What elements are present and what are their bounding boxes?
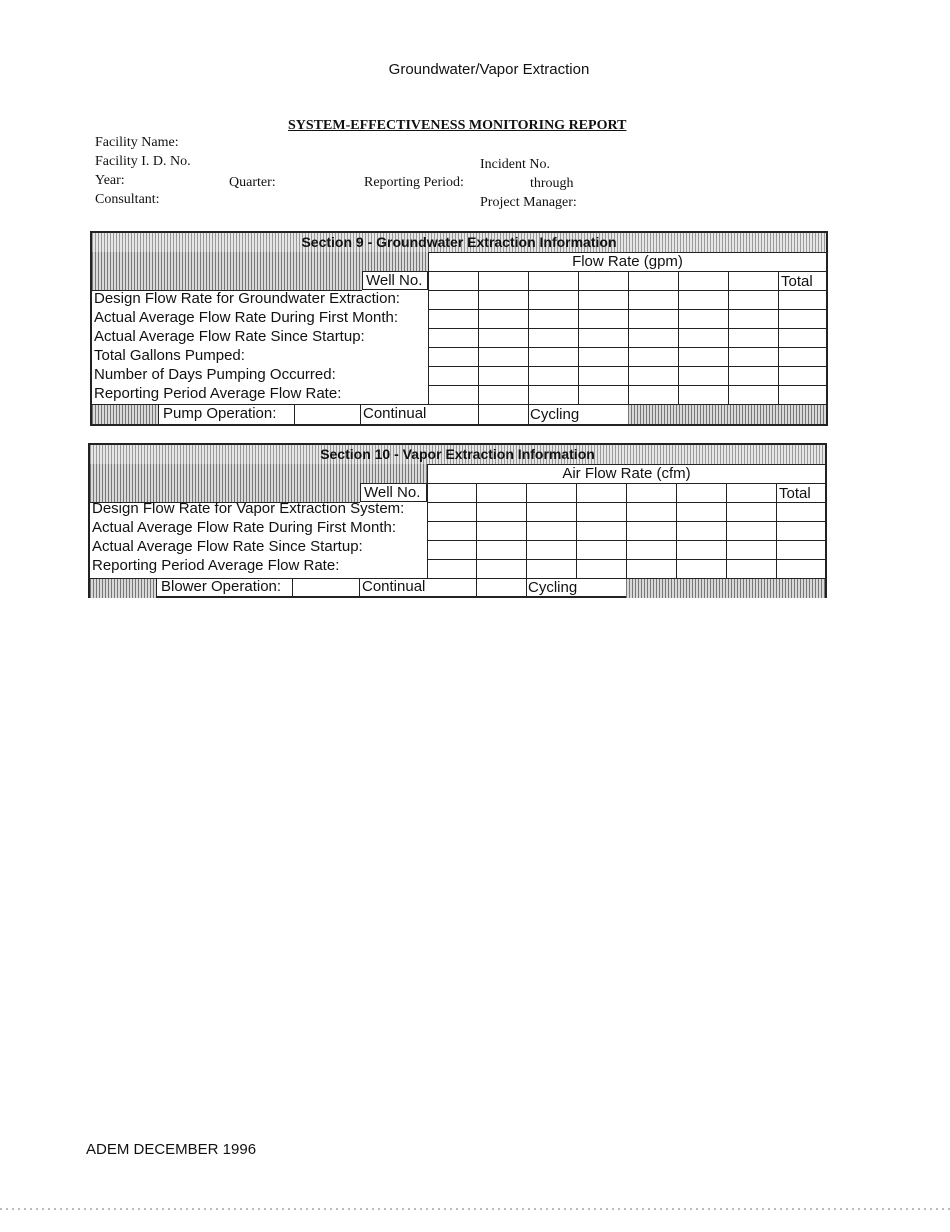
section-10-table [88, 443, 827, 598]
section-9-row-label: Actual Average Flow Rate Since Startup: [94, 328, 365, 345]
facility-name-label: Facility Name: [95, 135, 179, 150]
footer-text: ADEM DECEMBER 1996 [86, 1141, 257, 1158]
blower-cycling-label: Cycling [528, 579, 578, 596]
section-9-header [92, 233, 826, 253]
section-9-table [90, 231, 828, 426]
scan-edge [0, 1208, 950, 1210]
section-10-op-hatch-right [626, 579, 825, 598]
section-9-row-label: Total Gallons Pumped: [94, 347, 245, 364]
section-9-flow-header [428, 252, 826, 272]
section-10-flow-header [427, 464, 825, 484]
pump-continual-label: Continual [363, 405, 427, 422]
pump-cycling-label: Cycling [530, 406, 580, 423]
section-9-hatch-top [362, 252, 428, 271]
section-10-op-hatch-left [90, 579, 156, 598]
page-title: Groundwater/Vapor Extraction [388, 61, 590, 78]
section-10-well-no: Well No. [364, 484, 421, 501]
section-10-hatch-left [90, 464, 360, 503]
section-10-row-label: Reporting Period Average Flow Rate: [92, 557, 340, 574]
section-9-op-hatch-right [628, 405, 826, 424]
section-9-row-label: Number of Days Pumping Occurred: [94, 366, 336, 383]
section-9-op-hatch-left [92, 405, 158, 424]
section-10-row-label: Actual Average Flow Rate During First Month: [92, 519, 397, 536]
section-10-total: Total [779, 485, 811, 502]
quarter-label: Quarter: [229, 175, 276, 190]
section-9-row-label: Design Flow Rate for Groundwater Extraction: [94, 290, 400, 307]
pump-operation-label: Pump Operation: [163, 405, 277, 422]
section-9-well-no: Well No. [366, 272, 423, 289]
blower-continual-checkbox[interactable] [476, 579, 526, 598]
through-label: through [530, 176, 574, 191]
section-10-flow-header-label: Air Flow Rate (cfm) [562, 465, 691, 482]
section-10-header [90, 445, 825, 465]
blower-operation-label: Blower Operation: [161, 578, 282, 595]
section-10-hatch-top [360, 464, 427, 483]
section-10-entry-cell[interactable] [428, 503, 476, 521]
section-9-well-no-cell [362, 271, 428, 290]
section-9-total: Total [781, 273, 813, 290]
pump-continual-checkbox[interactable] [478, 405, 528, 424]
blower-continual-label: Continual [362, 578, 426, 595]
project-manager-label: Project Manager: [480, 195, 577, 210]
section-10-row-label: Design Flow Rate for Vapor Extraction System: [92, 500, 405, 517]
year-label: Year: [95, 173, 125, 188]
section-9-title: Section 9 - Groundwater Extraction Information [301, 234, 617, 250]
section-10-title: Section 10 - Vapor Extraction Information [320, 446, 595, 462]
section-10-row-label: Actual Average Flow Rate Since Startup: [92, 538, 363, 555]
reporting-period-label: Reporting Period: [364, 175, 464, 190]
report-title: SYSTEM-EFFECTIVENESS MONITORING REPORT [288, 118, 627, 133]
facility-id-label: Facility I. D. No. [95, 154, 191, 169]
section-9-hatch-left [92, 252, 362, 291]
section-9-entry-cell[interactable] [429, 291, 478, 309]
section-9-flow-header-label: Flow Rate (gpm) [572, 253, 683, 270]
section-9-row-label: Actual Average Flow Rate During First Month: [94, 309, 399, 326]
incident-no-label: Incident No. [480, 157, 550, 172]
blower-operation-input[interactable] [293, 579, 358, 598]
consultant-label: Consultant: [95, 192, 160, 207]
section-9-row-label: Reporting Period Average Flow Rate: [94, 385, 342, 402]
pump-operation-input[interactable] [295, 405, 360, 424]
